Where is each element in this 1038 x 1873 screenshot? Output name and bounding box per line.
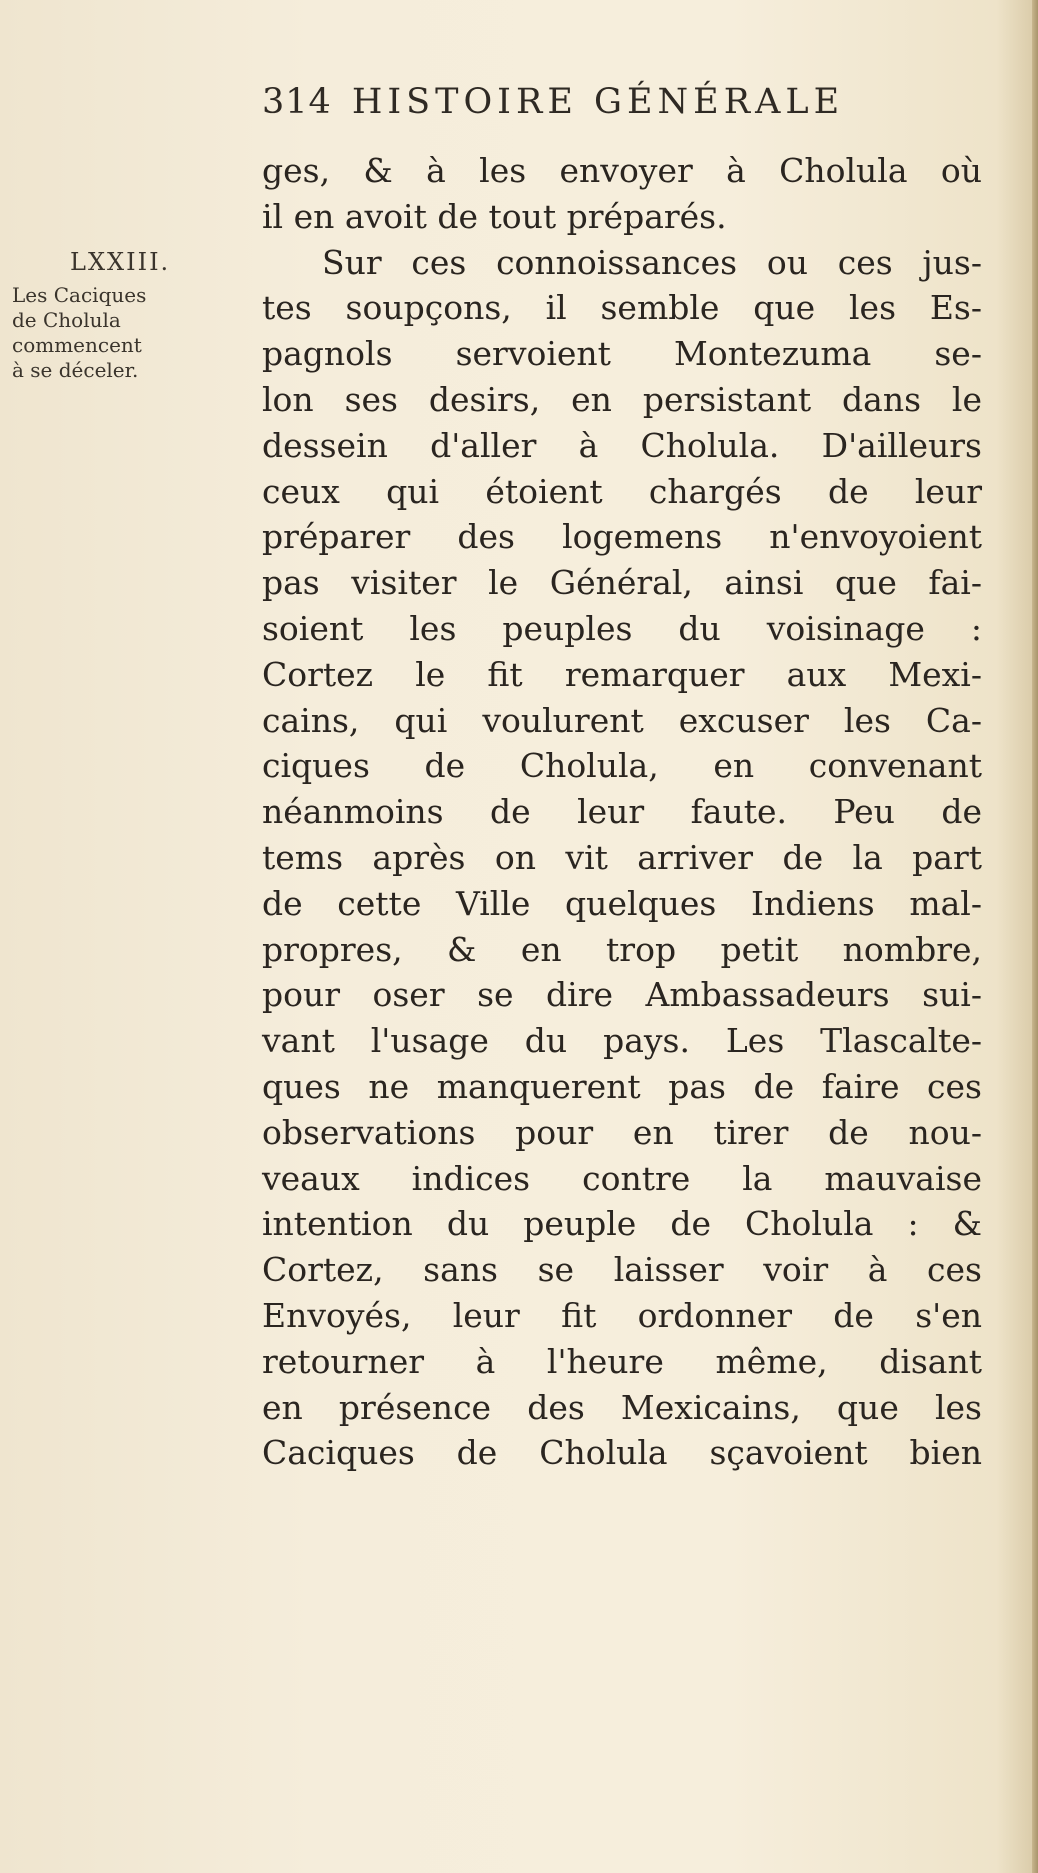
- text-line: veaux indices contre la mauvaise: [262, 1158, 982, 1198]
- section-number: LXXIII.: [70, 248, 171, 276]
- text-line: Cortez le fit remarquer aux Mexi-: [262, 654, 982, 694]
- margin-note-line: à se déceler.: [12, 358, 139, 382]
- page-edge: [1032, 0, 1038, 1873]
- text-line: Sur ces connoissances ou ces jus-: [322, 242, 982, 282]
- margin-note-line: commencent: [12, 333, 142, 357]
- text-line: ges, & à les envoyer à Cholula où: [262, 151, 982, 190]
- margin-note-line: de Cholula: [12, 308, 121, 332]
- text-line: préparer des logemens n'envoyoient: [262, 517, 982, 557]
- text-line: tes soupçons, il semble que les Es-: [262, 288, 982, 328]
- text-line: soient les peuples du voisinage :: [262, 608, 982, 648]
- text-line: pas visiter le Général, ainsi que fai-: [262, 563, 982, 603]
- margin-note-line: Les Caciques: [12, 283, 147, 307]
- text-line: il en avoit de tout préparés.: [262, 196, 727, 236]
- text-line: tems après on vit arriver de la part: [262, 837, 982, 877]
- text-line: en présence des Mexicains, que les: [262, 1387, 982, 1427]
- text-line: ciques de Cholula, en convenant: [262, 746, 982, 786]
- body-text: [262, 148, 982, 1476]
- running-title: HISTOIRE GÉNÉRALE: [351, 82, 845, 122]
- text-line: dessein d'aller à Cholula. D'ailleurs: [262, 425, 982, 465]
- text-line: retourner à l'heure même, disant: [262, 1341, 982, 1381]
- text-line: observations pour en tirer de nou-: [262, 1112, 982, 1152]
- text-line: propres, & en trop petit nombre,: [262, 929, 982, 969]
- running-header: [262, 82, 844, 122]
- page-number: 314: [262, 82, 332, 122]
- text-line: ceux qui étoient chargés de leur: [262, 471, 982, 511]
- text-line: Caciques de Cholula sçavoient bien: [262, 1433, 982, 1473]
- text-line: pour oser se dire Ambassadeurs sui-: [262, 975, 982, 1015]
- margin-note: [0, 250, 262, 383]
- text-line: pagnols servoient Montezuma se-: [262, 334, 982, 374]
- text-line: de cette Ville quelques Indiens mal-: [262, 883, 982, 923]
- text-line: Cortez, sans se laisser voir à ces: [262, 1250, 982, 1290]
- text-line: cains, qui voulurent excuser les Ca-: [262, 700, 982, 740]
- text-line: intention du peuple de Cholula : &: [262, 1204, 982, 1244]
- text-line: vant l'usage du pays. Les Tlascalte-: [262, 1021, 982, 1061]
- text-line: Envoyés, leur fit ordonner de s'en: [262, 1295, 982, 1335]
- text-line: ques ne manquerent pas de faire ces: [262, 1066, 982, 1106]
- text-line: néanmoins de leur faute. Peu de: [262, 792, 982, 832]
- text-line: lon ses desirs, en persistant dans le: [262, 379, 982, 419]
